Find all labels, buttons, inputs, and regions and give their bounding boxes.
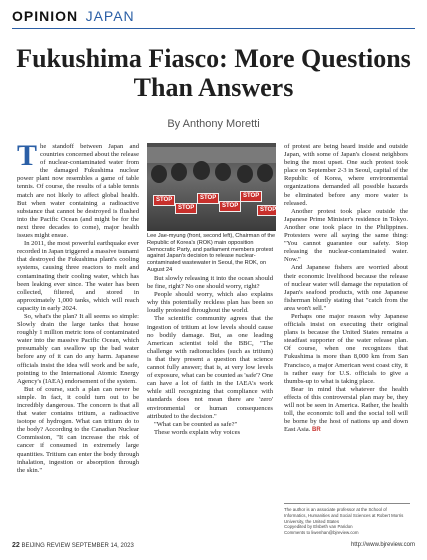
section-header <box>12 8 415 26</box>
stop-sign: STOP <box>257 205 276 216</box>
paragraph: In 2011, the most powerful earthquake ever recorded in Japan triggered a massive tsunami that destroyed the Fukushima plant's cooling systems, causing three reactors to melt and contaminating their cooling water, which has been leaking ever since. The water has been collected, filtered, and stored in approximately 1,000 tanks, which will reach capacity in early 2024. <box>17 240 139 312</box>
end-mark: BR <box>312 427 321 434</box>
website-link[interactable]: http://www.bjreview.com <box>350 542 415 548</box>
publication-line: BEIJING REVIEW SEPTEMBER 14, 2023 <box>21 543 134 549</box>
article-headline: Fukushima Fiasco: More Questions Than Answers <box>16 44 411 102</box>
photo-figure <box>257 164 273 182</box>
article-byline: By Anthony Moretti <box>167 118 260 130</box>
photo-banner <box>147 147 276 163</box>
photo-figure <box>171 163 187 181</box>
stop-sign: STOP <box>175 203 197 214</box>
comments-email[interactable]: Comments to liwenhan@bjreview.com <box>284 530 359 536</box>
stop-sign: STOP <box>240 191 262 202</box>
paragraph: "What can be counted as safe?" <box>154 420 238 428</box>
paragraph <box>17 139 139 240</box>
paragraph-text: Bear in mind that whatever the health effects of this controversial plan may be, they will not be seen in America. Rather, the health toll, the economic toll and the social toll will be borne by the host of nations up and down East Asia. <box>284 385 408 434</box>
copyeditor-line: Copyedited by Elsbeth van Paridon <box>284 524 353 530</box>
article-column-1 <box>17 139 139 475</box>
article-column-3 <box>284 143 408 434</box>
section-sublabel: JAPAN <box>85 8 135 24</box>
paragraph-text: he standoff between Japan and countries concerned about the release of nuclear-contaminated water from the damaged Fukushima nuclear power plant now resembles a game of table tennis. Of course, the results of a table tennis match are not likely to affect global health. But when water containing a radioactive substance that cannot be destroyed is flushed into the Pacific Ocean (and might be for the next three decades to come), major health issues might ensue. <box>17 143 139 240</box>
section-label: OPINION <box>12 8 79 24</box>
protest-photo <box>147 143 276 231</box>
photo-figure <box>151 165 167 183</box>
photo-figure <box>215 163 231 181</box>
paragraph: People should worry, which also explains why this potentially reckless plan has been so loudly protested throughout the world. <box>147 291 273 315</box>
photo-figure <box>237 165 253 183</box>
paragraph: But slowly releasing it into the ocean should be fine, right? No one should worry, right? <box>147 275 273 291</box>
paragraph: of protest are being heard inside and outside Japan, with some of Japan's closest neighbors being the most upset. One such protest took place on September 2-3 in Seoul, capital of the Republic of Korea, where environmental organizations demanded all possible hazards be eliminated before any more water is released. <box>284 143 408 207</box>
article-column-2 <box>147 275 273 437</box>
paragraph: Perhaps one major reason why Japanese officials insist on executing their original plans is because the United States remains a steadfast supporter of the water release plan. Of course, when one recognizes that Fukushima is more than 8,000 km from San Francisco, a major American west coast city, it is rather easy for U.S. officials to give a thumbs-up to what is taking place. <box>284 312 408 385</box>
stop-sign: STOP <box>219 201 241 212</box>
page-number: 22 <box>12 542 20 549</box>
photo-caption: Lee Jae-myung (front, second left), Chairman of the Republic of Korea's (ROK) main opposition Democratic Party, and parliament members protest against Japan's decision to release nuclear-contaminated wastewater in Seoul, the ROK, on August 24 <box>147 233 276 273</box>
paragraph: Another protest took place outside the Japanese Prime Minister's residence in Tokyo. Another one took place in the Philippines. Protesters were all saying the same thing: "You cannot guarantee our safety. Stop releasing the nuclear-contaminated water. Now." <box>284 207 408 264</box>
header-rule <box>12 28 415 29</box>
paragraph: But of course, such a plan can never be simple. In fact, it could turn out to be incredibly dangerous. The concern is that all that water contains tritium, a radioactive isotope of hydrogen. What can tritium do to the body? According to the Canadian Nuclear Commission, "It can increase the risk of cancer if consumed in extremely large quantities. Tritium can enter the body through inhalation, ingestion or absorption through the skin." <box>17 385 139 474</box>
footer-left <box>12 542 134 549</box>
paragraph <box>284 386 408 435</box>
photo-figure <box>193 161 210 180</box>
paragraph: These words explain why voices <box>154 428 241 436</box>
paragraph: The scientific community agrees that the ingestion of tritium at low levels should cause no bodily damage. But, as one leading American scientist told the BBC, "The challenge with radionuclides (such as tritium) is that they present a question that science cannot fully answer; that is, at very low levels of exposure, what can be counted as 'safe'? One can have a lot of faith in the IAEA's work while still recognizing that compliance with standards does not mean there are 'zero' environmental or human consequences attributed to the decision." <box>147 315 273 420</box>
stop-sign: STOP <box>197 193 219 204</box>
paragraph: And Japanese fishers are worried about their economic livelihood because the release of nuclear water will damage the reputation of Japan's seafood products, with one Japanese fisherman bluntly stating that "catch from the area won't sell." <box>284 264 408 312</box>
stop-sign: STOP <box>153 195 175 206</box>
paragraph: So, what's the plan? It all seems so simple: Slowly drain the large tanks that house roughly 1 million metric tons of contaminated water into the massive Pacific Ocean, which presumably can swallow up the bad water before any of it can do any harm. Japanese officials insist the idea will work and be safe, pointing to the International Atomic Energy Agency's (IAEA) endorsement of the system. <box>17 312 139 385</box>
drop-cap: T <box>17 139 38 172</box>
author-bio: The author is an associate professor at the School of Informatics, Humanities and Social Sciences at Robert Morris University, the United States <box>284 507 404 524</box>
author-note <box>284 503 410 536</box>
page-footer <box>12 542 415 552</box>
